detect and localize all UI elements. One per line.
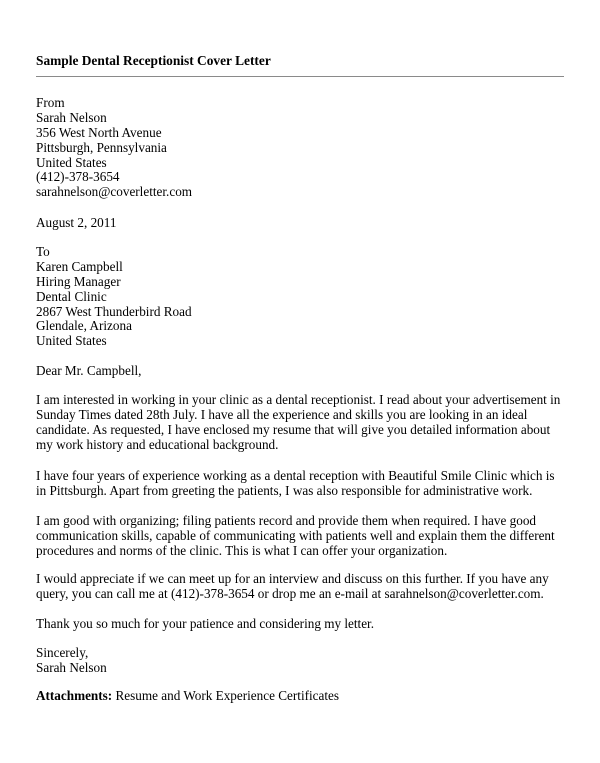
recipient-city-state: Glendale, Arizona — [36, 318, 132, 334]
paragraph-line: I would appreciate if we can meet up for an interview and discuss on this further. If you have any — [36, 571, 549, 586]
paragraph-line: query, you can call me at (412)-378-3654 or drop me an e-mail at sarahnelson@coverletter.com. — [36, 585, 544, 601]
recipient-country: United States — [36, 333, 107, 349]
sender-label: From — [36, 95, 65, 110]
paragraph-line: I have four years of experience working as a dental reception with Beautiful Smile Clinic which is — [36, 468, 555, 483]
signature-name: Sarah Nelson — [36, 659, 107, 675]
document-title: Sample Dental Receptionist Cover Letter — [36, 53, 271, 68]
sender-country: United States — [36, 154, 107, 170]
sender-phone: (412)-378-3654 — [36, 169, 120, 185]
sender-city-state: Pittsburgh, Pennsylvania — [36, 139, 167, 155]
sender-email: sarahnelson@coverletter.com — [36, 184, 193, 200]
closing-block — [36, 646, 564, 676]
paragraph-line: Thank you so much for your patience and considering my letter. — [36, 616, 375, 631]
recipient-name: Karen Campbell — [36, 258, 123, 274]
sender-street: 356 West North Avenue — [36, 124, 162, 140]
paragraph-line: communication skills, capable of communicating with patients well and explain them the different — [36, 527, 555, 543]
salutation — [36, 364, 564, 379]
closing-text: Sincerely, — [36, 645, 89, 660]
paragraph-line: in Pittsburgh. Apart from greeting the patients, I was also responsible for administrative work. — [36, 482, 533, 498]
recipient-street: 2867 West Thunderbird Road — [36, 303, 192, 319]
attachments-text: Resume and Work Experience Certificates — [112, 688, 340, 703]
paragraph-line: candidate. As requested, I have enclosed my resume that will give you detailed information about — [36, 421, 551, 437]
title-divider — [36, 76, 564, 77]
body-paragraph-1 — [36, 393, 564, 453]
body-paragraph-2 — [36, 469, 564, 499]
recipient-label: To — [36, 244, 50, 259]
paragraph-line: I am good with organizing; filing patients record and provide them when required. I have good — [36, 513, 537, 528]
body-paragraph-4 — [36, 572, 564, 602]
attachments-line — [36, 689, 564, 704]
paragraph-line: my work history and educational background. — [36, 436, 279, 452]
recipient-address-block — [36, 245, 564, 349]
sender-address-block — [36, 96, 564, 200]
recipient-title: Hiring Manager — [36, 273, 121, 289]
sender-name: Sarah Nelson — [36, 109, 107, 125]
body-paragraph-3 — [36, 514, 564, 559]
paragraph-line: procedures and norms of the clinic. This is what I can offer your organization. — [36, 542, 448, 558]
paragraph-line: I am interested in working in your clinic as a dental receptionist. I read about your advertisement in — [36, 392, 561, 407]
attachments-label: Attachments: — [36, 688, 113, 703]
recipient-company: Dental Clinic — [36, 288, 107, 304]
body-paragraph-5 — [36, 617, 564, 632]
letter-date — [36, 216, 564, 231]
date-text: August 2, 2011 — [36, 215, 117, 230]
paragraph-line: Sunday Times dated 28th July. I have all the experience and skills you are looking in an ideal — [36, 406, 528, 422]
salutation-text: Dear Mr. Campbell, — [36, 363, 142, 378]
